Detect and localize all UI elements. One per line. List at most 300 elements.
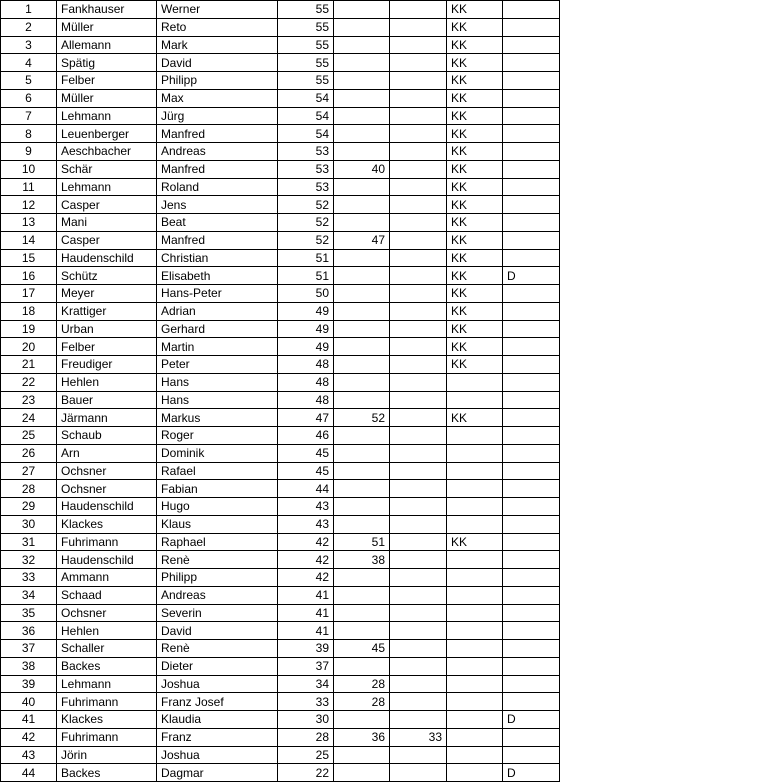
last-name-cell: Hehlen	[57, 373, 157, 391]
rank-cell: 28	[1, 480, 57, 498]
kk-cell	[447, 498, 503, 516]
score-3-cell	[390, 373, 447, 391]
score-1-cell: 49	[278, 320, 334, 338]
score-1-cell: 42	[278, 569, 334, 587]
kk-cell	[447, 640, 503, 658]
score-3-cell	[390, 515, 447, 533]
rank-cell: 38	[1, 657, 57, 675]
last-name-cell: Aeschbacher	[57, 143, 157, 161]
first-name-cell: Raphael	[157, 533, 278, 551]
d-cell	[503, 196, 560, 214]
rank-cell: 6	[1, 89, 57, 107]
last-name-cell: Felber	[57, 72, 157, 90]
table-row	[1, 267, 560, 285]
table-row	[1, 107, 560, 125]
score-2-cell	[334, 604, 390, 622]
kk-cell: KK	[447, 249, 503, 267]
d-cell	[503, 675, 560, 693]
d-cell	[503, 107, 560, 125]
score-2-cell	[334, 267, 390, 285]
kk-cell	[447, 551, 503, 569]
score-2-cell	[334, 285, 390, 303]
kk-cell	[447, 462, 503, 480]
rank-cell: 33	[1, 569, 57, 587]
table-row	[1, 622, 560, 640]
kk-cell: KK	[447, 338, 503, 356]
results-table-body	[1, 1, 560, 782]
table-row	[1, 444, 560, 462]
rank-cell: 16	[1, 267, 57, 285]
score-1-cell: 45	[278, 462, 334, 480]
score-3-cell	[390, 640, 447, 658]
rank-cell: 27	[1, 462, 57, 480]
score-1-cell: 49	[278, 302, 334, 320]
score-3-cell	[390, 391, 447, 409]
last-name-cell: Fankhauser	[57, 1, 157, 19]
score-2-cell	[334, 249, 390, 267]
d-cell	[503, 569, 560, 587]
table-row	[1, 409, 560, 427]
score-1-cell: 47	[278, 409, 334, 427]
score-3-cell	[390, 409, 447, 427]
kk-cell: KK	[447, 160, 503, 178]
score-2-cell	[334, 36, 390, 54]
first-name-cell: Markus	[157, 409, 278, 427]
table-row	[1, 178, 560, 196]
kk-cell: KK	[447, 18, 503, 36]
score-1-cell: 55	[278, 1, 334, 19]
score-3-cell	[390, 125, 447, 143]
last-name-cell: Allemann	[57, 36, 157, 54]
rank-cell: 8	[1, 125, 57, 143]
score-1-cell: 54	[278, 125, 334, 143]
kk-cell: KK	[447, 285, 503, 303]
rank-cell: 18	[1, 302, 57, 320]
kk-cell: KK	[447, 1, 503, 19]
kk-cell: KK	[447, 267, 503, 285]
score-1-cell: 53	[278, 143, 334, 161]
score-3-cell	[390, 551, 447, 569]
score-2-cell	[334, 214, 390, 232]
table-row	[1, 604, 560, 622]
last-name-cell: Leuenberger	[57, 125, 157, 143]
kk-cell: KK	[447, 89, 503, 107]
kk-cell	[447, 604, 503, 622]
kk-cell	[447, 675, 503, 693]
table-row	[1, 480, 560, 498]
first-name-cell: Severin	[157, 604, 278, 622]
score-2-cell: 52	[334, 409, 390, 427]
score-2-cell	[334, 480, 390, 498]
kk-cell: KK	[447, 533, 503, 551]
score-2-cell	[334, 586, 390, 604]
d-cell: D	[503, 711, 560, 729]
kk-cell	[447, 657, 503, 675]
score-1-cell: 50	[278, 285, 334, 303]
score-3-cell	[390, 36, 447, 54]
rank-cell: 22	[1, 373, 57, 391]
score-3-cell	[390, 143, 447, 161]
score-1-cell: 53	[278, 160, 334, 178]
score-3-cell	[390, 586, 447, 604]
score-1-cell: 34	[278, 675, 334, 693]
score-2-cell: 45	[334, 640, 390, 658]
table-row	[1, 675, 560, 693]
rank-cell: 3	[1, 36, 57, 54]
score-2-cell	[334, 196, 390, 214]
score-3-cell	[390, 711, 447, 729]
table-row	[1, 196, 560, 214]
last-name-cell: Casper	[57, 196, 157, 214]
first-name-cell: Mark	[157, 36, 278, 54]
score-3-cell	[390, 338, 447, 356]
score-2-cell: 38	[334, 551, 390, 569]
first-name-cell: Renè	[157, 640, 278, 658]
table-row	[1, 693, 560, 711]
d-cell	[503, 462, 560, 480]
rank-cell: 1	[1, 1, 57, 19]
first-name-cell: Dieter	[157, 657, 278, 675]
last-name-cell: Ochsner	[57, 604, 157, 622]
first-name-cell: Manfred	[157, 160, 278, 178]
score-3-cell	[390, 746, 447, 764]
first-name-cell: Dagmar	[157, 764, 278, 782]
last-name-cell: Ammann	[57, 569, 157, 587]
table-row	[1, 551, 560, 569]
table-row	[1, 533, 560, 551]
kk-cell: KK	[447, 214, 503, 232]
table-row	[1, 498, 560, 516]
first-name-cell: Joshua	[157, 675, 278, 693]
first-name-cell: Elisabeth	[157, 267, 278, 285]
score-2-cell	[334, 107, 390, 125]
score-3-cell	[390, 72, 447, 90]
score-2-cell	[334, 569, 390, 587]
d-cell	[503, 89, 560, 107]
table-row	[1, 569, 560, 587]
first-name-cell: Werner	[157, 1, 278, 19]
d-cell	[503, 249, 560, 267]
first-name-cell: Peter	[157, 356, 278, 374]
kk-cell	[447, 391, 503, 409]
kk-cell: KK	[447, 356, 503, 374]
last-name-cell: Schaller	[57, 640, 157, 658]
last-name-cell: Meyer	[57, 285, 157, 303]
score-2-cell	[334, 711, 390, 729]
last-name-cell: Müller	[57, 89, 157, 107]
d-cell	[503, 586, 560, 604]
d-cell	[503, 622, 560, 640]
score-3-cell	[390, 320, 447, 338]
d-cell	[503, 657, 560, 675]
score-1-cell: 37	[278, 657, 334, 675]
rank-cell: 10	[1, 160, 57, 178]
kk-cell: KK	[447, 302, 503, 320]
score-3-cell	[390, 604, 447, 622]
last-name-cell: Lehmann	[57, 675, 157, 693]
first-name-cell: Franz	[157, 728, 278, 746]
first-name-cell: Roger	[157, 427, 278, 445]
d-cell	[503, 125, 560, 143]
d-cell	[503, 444, 560, 462]
table-row	[1, 338, 560, 356]
score-3-cell	[390, 480, 447, 498]
last-name-cell: Lehmann	[57, 178, 157, 196]
first-name-cell: Philipp	[157, 72, 278, 90]
last-name-cell: Ochsner	[57, 462, 157, 480]
score-2-cell	[334, 427, 390, 445]
table-row	[1, 462, 560, 480]
last-name-cell: Urban	[57, 320, 157, 338]
score-2-cell: 28	[334, 675, 390, 693]
score-1-cell: 49	[278, 338, 334, 356]
rank-cell: 43	[1, 746, 57, 764]
kk-cell	[447, 444, 503, 462]
d-cell	[503, 143, 560, 161]
score-2-cell: 36	[334, 728, 390, 746]
score-2-cell	[334, 444, 390, 462]
table-row	[1, 18, 560, 36]
last-name-cell: Backes	[57, 764, 157, 782]
first-name-cell: David	[157, 54, 278, 72]
first-name-cell: Hans-Peter	[157, 285, 278, 303]
last-name-cell: Haudenschild	[57, 498, 157, 516]
kk-cell: KK	[447, 72, 503, 90]
score-3-cell	[390, 657, 447, 675]
last-name-cell: Müller	[57, 18, 157, 36]
d-cell	[503, 391, 560, 409]
last-name-cell: Ochsner	[57, 480, 157, 498]
rank-cell: 25	[1, 427, 57, 445]
score-3-cell	[390, 214, 447, 232]
rank-cell: 37	[1, 640, 57, 658]
rank-cell: 2	[1, 18, 57, 36]
score-1-cell: 33	[278, 693, 334, 711]
score-1-cell: 43	[278, 498, 334, 516]
score-2-cell	[334, 89, 390, 107]
score-1-cell: 54	[278, 107, 334, 125]
first-name-cell: Roland	[157, 178, 278, 196]
d-cell	[503, 498, 560, 516]
score-2-cell	[334, 462, 390, 480]
score-3-cell	[390, 444, 447, 462]
score-1-cell: 41	[278, 586, 334, 604]
last-name-cell: Arn	[57, 444, 157, 462]
d-cell	[503, 302, 560, 320]
rank-cell: 42	[1, 728, 57, 746]
table-row	[1, 746, 560, 764]
table-row	[1, 320, 560, 338]
score-1-cell: 44	[278, 480, 334, 498]
table-row	[1, 249, 560, 267]
kk-cell: KK	[447, 125, 503, 143]
table-row	[1, 143, 560, 161]
last-name-cell: Järmann	[57, 409, 157, 427]
score-1-cell: 30	[278, 711, 334, 729]
score-3-cell	[390, 498, 447, 516]
rank-cell: 15	[1, 249, 57, 267]
score-1-cell: 51	[278, 267, 334, 285]
kk-cell: KK	[447, 143, 503, 161]
rank-cell: 23	[1, 391, 57, 409]
d-cell: D	[503, 267, 560, 285]
last-name-cell: Haudenschild	[57, 551, 157, 569]
first-name-cell: Hans	[157, 373, 278, 391]
score-3-cell	[390, 285, 447, 303]
first-name-cell: Manfred	[157, 231, 278, 249]
table-row	[1, 1, 560, 19]
d-cell	[503, 285, 560, 303]
score-1-cell: 48	[278, 391, 334, 409]
d-cell	[503, 746, 560, 764]
score-2-cell: 47	[334, 231, 390, 249]
score-3-cell	[390, 302, 447, 320]
rank-cell: 13	[1, 214, 57, 232]
d-cell: D	[503, 764, 560, 782]
table-row	[1, 54, 560, 72]
score-3-cell	[390, 160, 447, 178]
score-2-cell	[334, 338, 390, 356]
score-2-cell	[334, 178, 390, 196]
first-name-cell: Manfred	[157, 125, 278, 143]
last-name-cell: Fuhrimann	[57, 693, 157, 711]
rank-cell: 4	[1, 54, 57, 72]
d-cell	[503, 356, 560, 374]
kk-cell	[447, 427, 503, 445]
score-1-cell: 52	[278, 214, 334, 232]
score-3-cell	[390, 427, 447, 445]
table-row	[1, 373, 560, 391]
score-3-cell	[390, 693, 447, 711]
d-cell	[503, 551, 560, 569]
table-row	[1, 356, 560, 374]
score-3-cell	[390, 249, 447, 267]
score-2-cell	[334, 746, 390, 764]
kk-cell	[447, 728, 503, 746]
score-1-cell: 46	[278, 427, 334, 445]
score-1-cell: 41	[278, 604, 334, 622]
d-cell	[503, 231, 560, 249]
score-2-cell	[334, 54, 390, 72]
d-cell	[503, 515, 560, 533]
score-3-cell	[390, 267, 447, 285]
score-3-cell	[390, 231, 447, 249]
score-1-cell: 52	[278, 196, 334, 214]
score-3-cell: 33	[390, 728, 447, 746]
last-name-cell: Schär	[57, 160, 157, 178]
d-cell	[503, 533, 560, 551]
table-row	[1, 231, 560, 249]
rank-cell: 41	[1, 711, 57, 729]
table-row	[1, 36, 560, 54]
d-cell	[503, 178, 560, 196]
first-name-cell: Philipp	[157, 569, 278, 587]
last-name-cell: Klackes	[57, 711, 157, 729]
score-2-cell	[334, 320, 390, 338]
d-cell	[503, 320, 560, 338]
kk-cell: KK	[447, 178, 503, 196]
score-1-cell: 43	[278, 515, 334, 533]
d-cell	[503, 373, 560, 391]
last-name-cell: Freudiger	[57, 356, 157, 374]
score-2-cell: 51	[334, 533, 390, 551]
d-cell	[503, 338, 560, 356]
kk-cell	[447, 515, 503, 533]
last-name-cell: Lehmann	[57, 107, 157, 125]
rank-cell: 5	[1, 72, 57, 90]
table-row	[1, 391, 560, 409]
score-3-cell	[390, 1, 447, 19]
rank-cell: 36	[1, 622, 57, 640]
table-row	[1, 214, 560, 232]
score-3-cell	[390, 569, 447, 587]
score-3-cell	[390, 54, 447, 72]
kk-cell	[447, 373, 503, 391]
score-2-cell	[334, 125, 390, 143]
first-name-cell: Franz Josef	[157, 693, 278, 711]
first-name-cell: Klaudia	[157, 711, 278, 729]
last-name-cell: Haudenschild	[57, 249, 157, 267]
score-1-cell: 28	[278, 728, 334, 746]
score-3-cell	[390, 107, 447, 125]
score-3-cell	[390, 178, 447, 196]
score-3-cell	[390, 462, 447, 480]
d-cell	[503, 693, 560, 711]
last-name-cell: Schütz	[57, 267, 157, 285]
kk-cell	[447, 693, 503, 711]
rank-cell: 21	[1, 356, 57, 374]
kk-cell: KK	[447, 231, 503, 249]
last-name-cell: Hehlen	[57, 622, 157, 640]
kk-cell: KK	[447, 320, 503, 338]
kk-cell	[447, 480, 503, 498]
d-cell	[503, 214, 560, 232]
kk-cell	[447, 764, 503, 782]
kk-cell: KK	[447, 107, 503, 125]
score-3-cell	[390, 196, 447, 214]
score-2-cell	[334, 356, 390, 374]
table-row	[1, 657, 560, 675]
first-name-cell: Fabian	[157, 480, 278, 498]
score-1-cell: 42	[278, 551, 334, 569]
table-row	[1, 302, 560, 320]
score-1-cell: 22	[278, 764, 334, 782]
kk-cell	[447, 746, 503, 764]
d-cell	[503, 427, 560, 445]
kk-cell: KK	[447, 196, 503, 214]
table-row	[1, 72, 560, 90]
d-cell	[503, 728, 560, 746]
table-row	[1, 160, 560, 178]
d-cell	[503, 36, 560, 54]
score-3-cell	[390, 675, 447, 693]
score-2-cell	[334, 302, 390, 320]
score-3-cell	[390, 89, 447, 107]
last-name-cell: Krattiger	[57, 302, 157, 320]
score-1-cell: 48	[278, 373, 334, 391]
rank-cell: 24	[1, 409, 57, 427]
score-1-cell: 41	[278, 622, 334, 640]
kk-cell	[447, 586, 503, 604]
score-2-cell	[334, 622, 390, 640]
rank-cell: 11	[1, 178, 57, 196]
first-name-cell: Max	[157, 89, 278, 107]
table-row	[1, 586, 560, 604]
first-name-cell: Jürg	[157, 107, 278, 125]
last-name-cell: Klackes	[57, 515, 157, 533]
score-1-cell: 42	[278, 533, 334, 551]
rank-cell: 12	[1, 196, 57, 214]
